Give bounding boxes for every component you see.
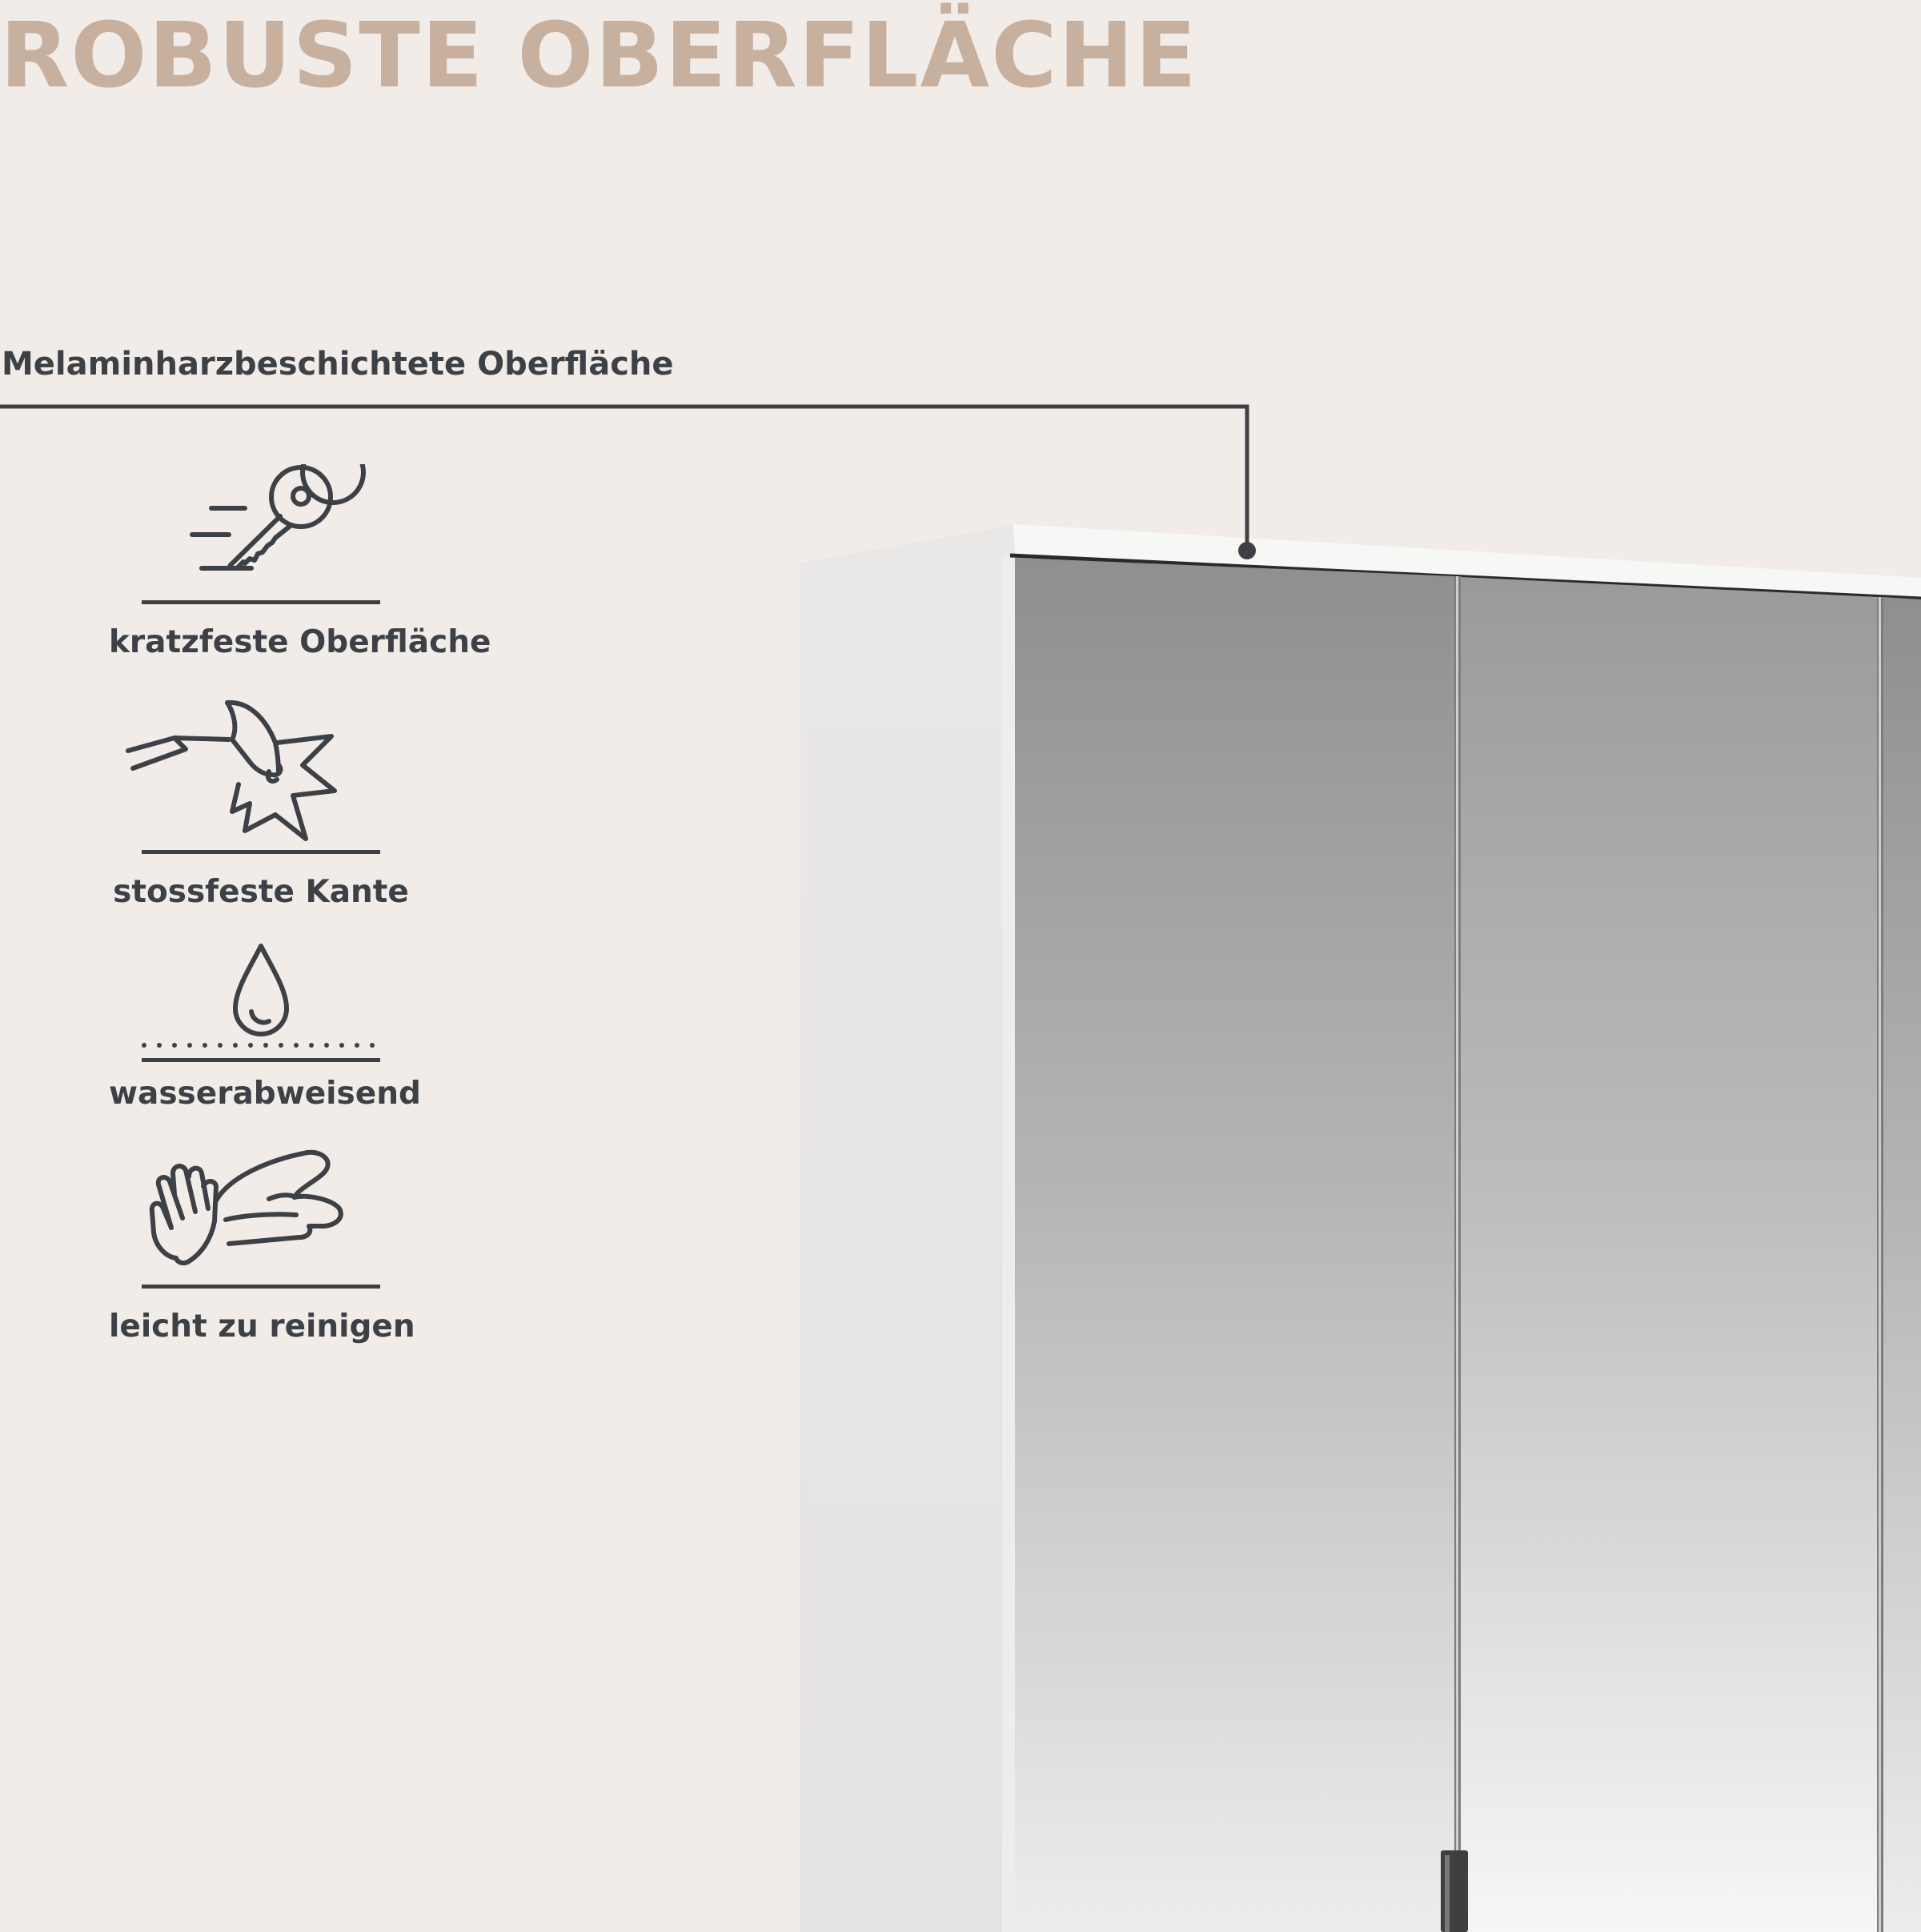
cabinet-front-frame [1002, 555, 1015, 1932]
cabinet-side-panel [800, 525, 1015, 1932]
feature-impact-resistant [109, 695, 413, 919]
feature-easy-to-clean [109, 1144, 413, 1369]
water-surface-icon [142, 1040, 382, 1064]
feature-label: stossfeste Kante [113, 874, 409, 910]
feature-divider [142, 850, 380, 854]
feature-label: wasserabweisend [109, 1076, 421, 1112]
key-scratch-icon [109, 464, 413, 584]
mirror-door-1 [1015, 558, 1455, 1932]
mirror-door-2 [1461, 577, 1878, 1932]
door-handle [1441, 1850, 1468, 1932]
feature-label: leicht zu reinigen [109, 1309, 415, 1345]
callout-label: Melaminharzbeschichtete Oberfläche [2, 346, 674, 383]
mirror-door-3 [1883, 597, 1921, 1932]
feature-scratch-resistant [109, 464, 491, 672]
hand-cloth-wipe-icon [109, 1144, 413, 1273]
page-headline: ROBUSTE OBERFLÄCHE [0, 4, 1198, 108]
feature-divider [142, 1285, 380, 1289]
water-drop-icon [109, 941, 413, 1039]
hammer-impact-icon [109, 695, 413, 843]
feature-label: kratzfeste Oberfläche [109, 624, 491, 660]
feature-divider [142, 600, 380, 604]
feature-water-repellent [109, 941, 421, 1133]
